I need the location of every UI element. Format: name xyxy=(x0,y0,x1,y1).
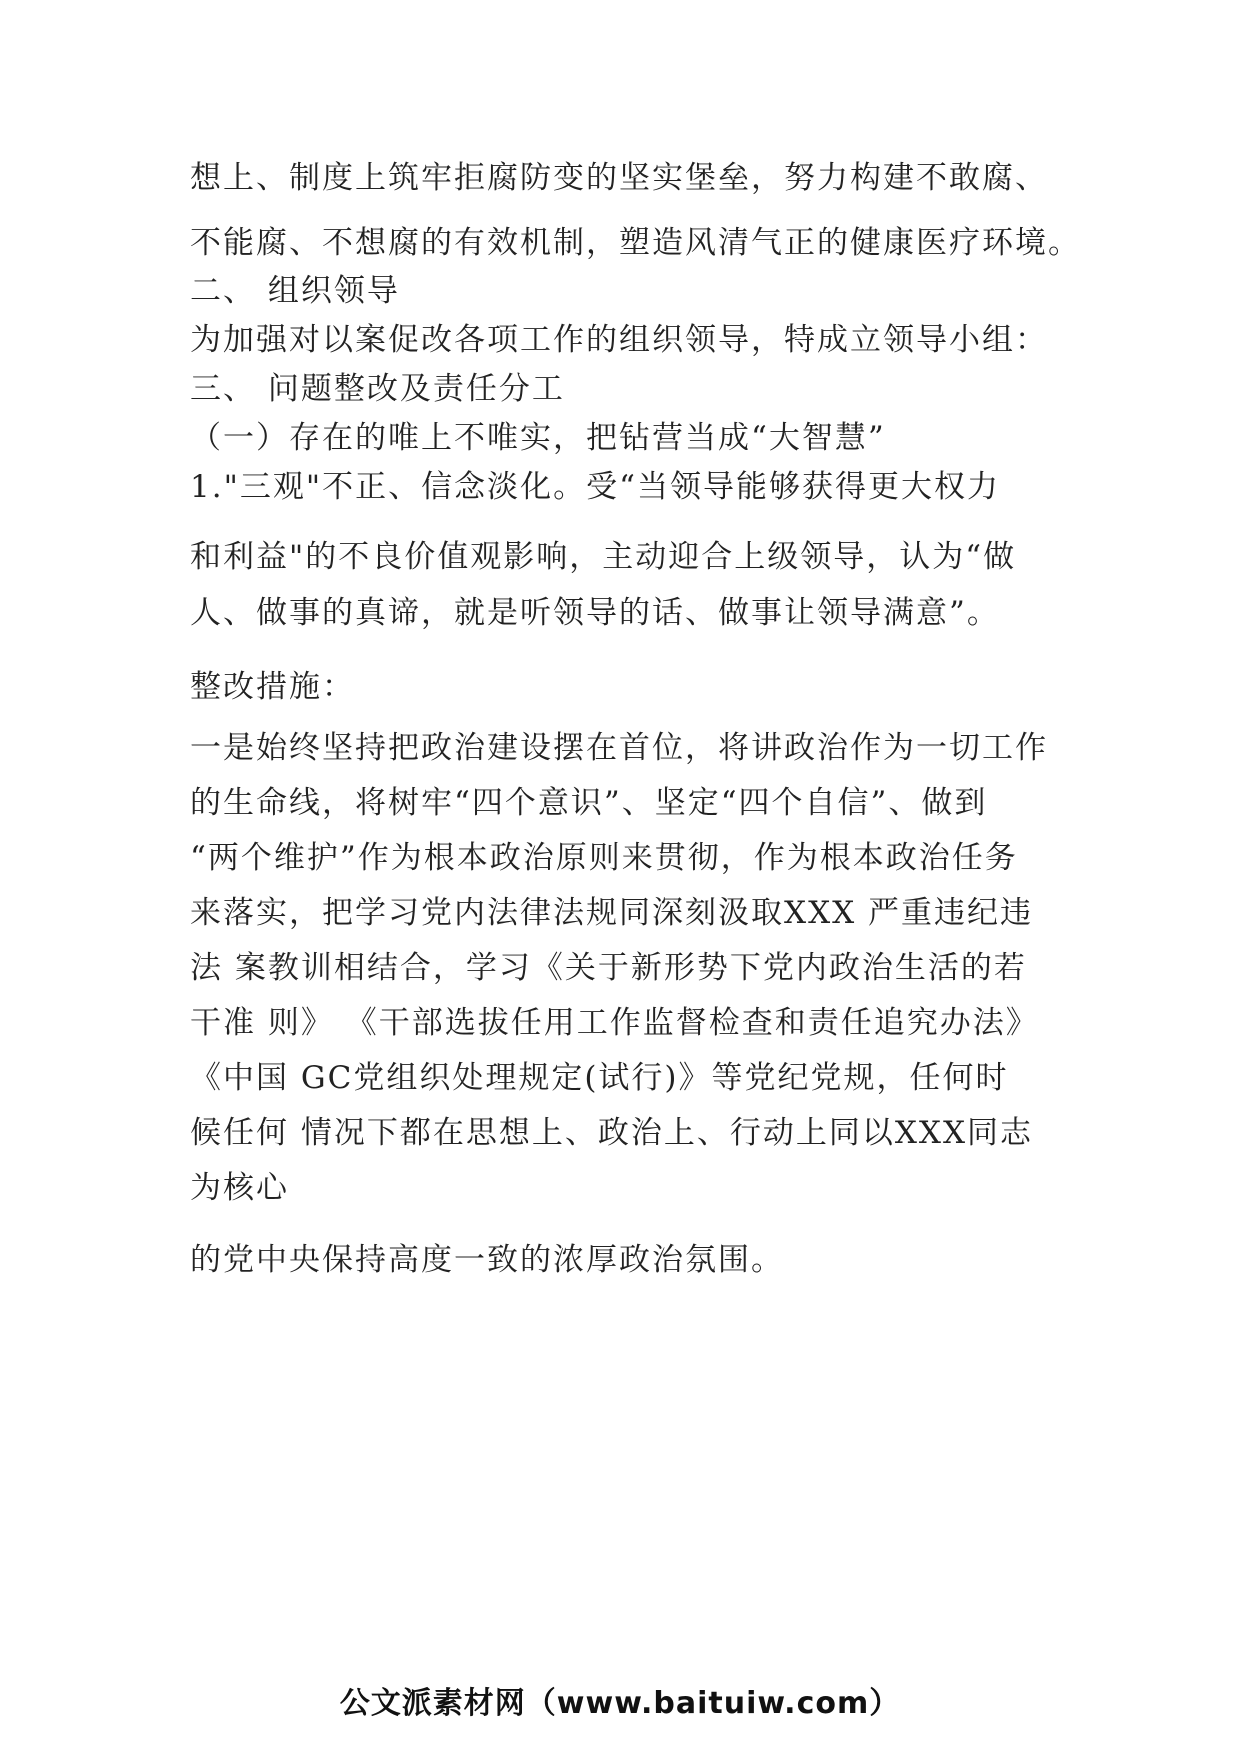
text-line-6: 人、做事的真谛，就是听领导的话、做事让领导满意”。 xyxy=(190,595,1000,631)
footer-source: 公文派素材网（www.baituiw.com） xyxy=(339,1686,901,1721)
text-line-11: 法 案教训相结合，学习《关于新形势下党内政治生活的若 xyxy=(190,950,1027,986)
text-line-9: “两个维护”作为根本政治原则来贯彻，作为根本政治任务 xyxy=(190,840,1018,876)
text-line-1: 想上、制度上筑牢拒腐防变的坚实堡垒，努力构建不敢腐、 xyxy=(190,160,1048,196)
text-line-3: 为加强对以案促改各项工作的组织领导，特成立领导小组： xyxy=(190,322,1048,358)
measures-heading: 整改措施： xyxy=(190,669,355,705)
text-line-2: 不能腐、不想腐的有效机制，塑造风清气正的健康医疗环境。 xyxy=(190,225,1081,261)
text-line-16: 的党中央保持高度一致的浓厚政治氛围。 xyxy=(190,1242,784,1278)
text-line-10: 来落实，把学习党内法律法规同深刻汲取XXX 严重违纪违 xyxy=(190,895,1034,931)
text-line-7: 一是始终坚持把政治建设摆在首位，将讲政治作为一切工作 xyxy=(190,730,1048,766)
section-heading-2: 二、 组织领导 xyxy=(190,273,400,309)
text-line-12: 干准 则》 《干部选拔任用工作监督检查和责任追究办法》 xyxy=(190,1005,1039,1041)
section-heading-3: 三、 问题整改及责任分工 xyxy=(190,371,565,407)
subsection-heading-1: （一）存在的唯上不唯实，把钻营当成“大智慧” xyxy=(190,420,886,456)
text-line-4: 1."三观"不正、信念淡化。受“当领导能够获得更大权力 xyxy=(190,469,1000,505)
text-line-8: 的生命线，将树牢“四个意识”、坚定“四个自信”、做到 xyxy=(190,785,988,821)
text-line-5: 和利益"的不良价值观影响，主动迎合上级领导，认为“做 xyxy=(190,539,1017,575)
text-line-14: 候任何 情况下都在思想上、政治上、行动上同以XXX同志 xyxy=(190,1115,1034,1151)
text-line-13: 《中国 GC党组织处理规定(试行)》等党纪党规，任何时 xyxy=(190,1060,1009,1096)
text-line-15: 为核心 xyxy=(190,1170,289,1206)
